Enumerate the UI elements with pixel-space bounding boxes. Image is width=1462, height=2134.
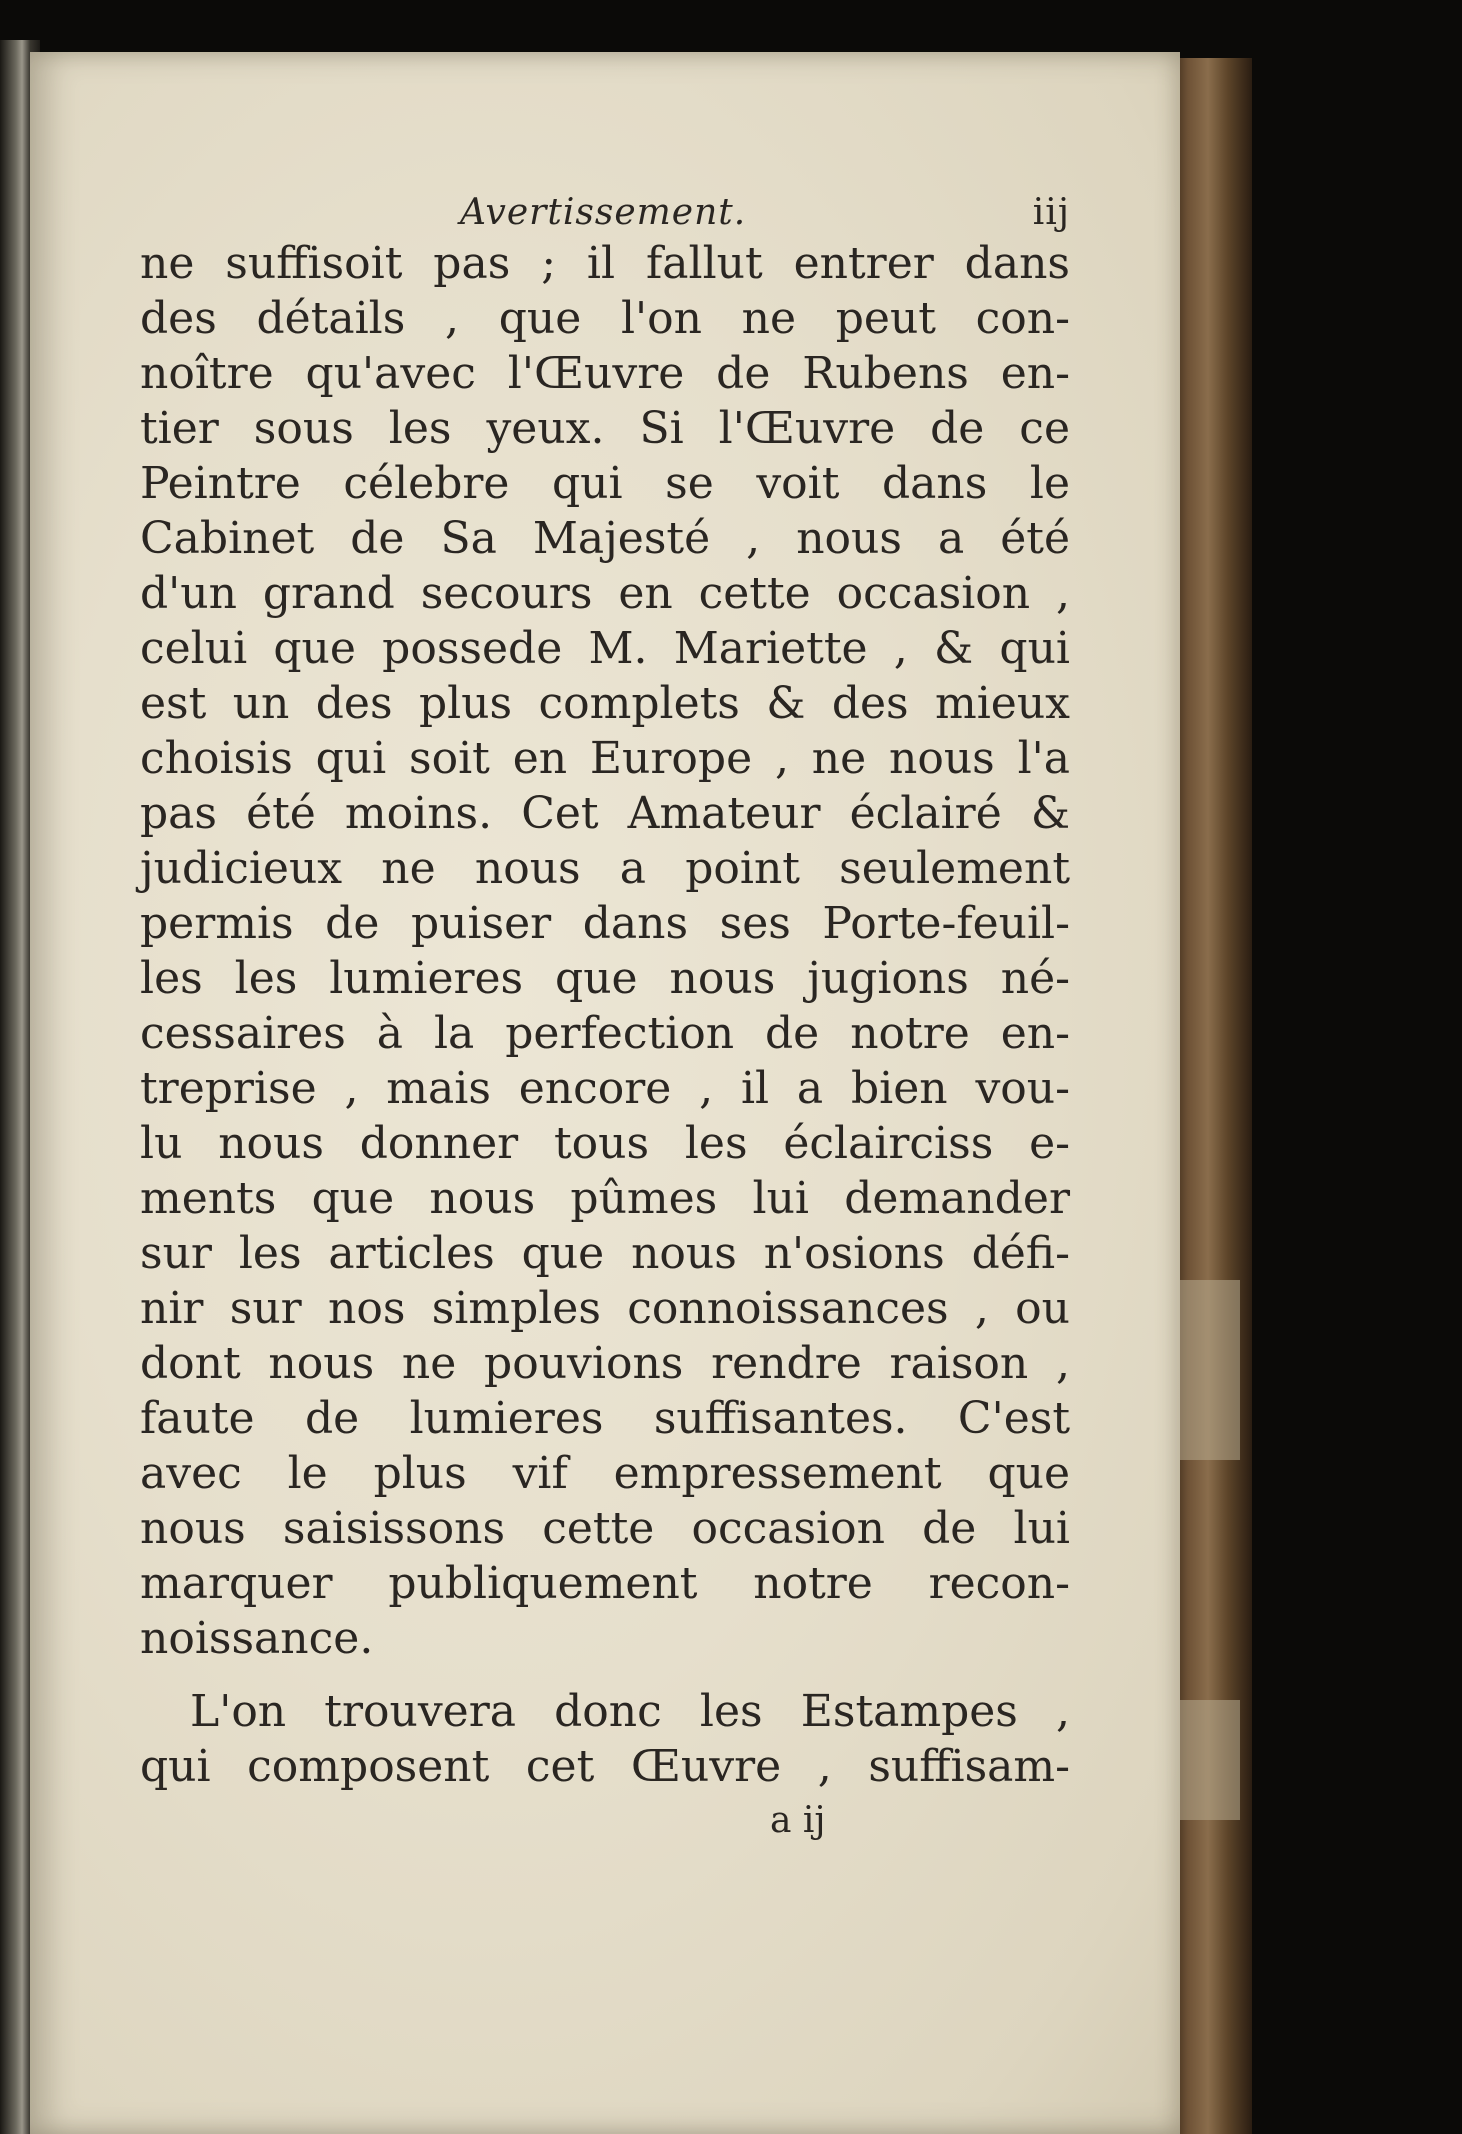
text-line: marquer publiquement notre recon- [140, 1558, 1070, 1609]
text-line: est un des plus complets & des mieux [140, 678, 1070, 729]
paragraph-1 [140, 236, 1070, 1666]
page-number: iij [1032, 192, 1070, 233]
text-line: celui que possede M. Mariette , & qui [140, 623, 1070, 674]
text-line: avec le plus vif empressement que [140, 1448, 1070, 1499]
text-line: L'on trouvera donc les Estampes , [190, 1686, 1070, 1737]
printed-page [30, 52, 1180, 2134]
text-line: qui composent cet Œuvre , suffisam- [140, 1741, 1070, 1792]
text-line: les les lumieres que nous jugions né- [140, 953, 1070, 1004]
text-line: ments que nous pûmes lui demander [140, 1173, 1070, 1224]
text-line: dont nous ne pouvions rendre raison , [140, 1338, 1070, 1389]
text-line: permis de puiser dans ses Porte-feuil- [140, 898, 1070, 949]
signature-mark: a ij [770, 1800, 826, 1841]
text-line: ne suffisoit pas ; il fallut entrer dans [140, 238, 1070, 289]
book-binding [1172, 58, 1252, 2134]
text-line: choisis qui soit en Europe , ne nous l'a [140, 733, 1070, 784]
worn-binding-fragment [1180, 1700, 1240, 1820]
text-line: nir sur nos simples connoissances , ou [140, 1283, 1070, 1334]
text-line: d'un grand secours en cette occasion , [140, 568, 1070, 619]
worn-binding-fragment [1180, 1280, 1240, 1460]
running-head [140, 192, 1070, 236]
text-line: Peintre célebre qui se voit dans le [140, 458, 1070, 509]
text-line: Cabinet de Sa Majesté , nous a été [140, 513, 1070, 564]
text-line: sur les articles que nous n'osions défi- [140, 1228, 1070, 1279]
text-line: judicieux ne nous a point seulement [140, 843, 1070, 894]
text-line: noissance. [140, 1613, 374, 1664]
paragraph-2 [140, 1684, 1070, 1794]
page-text [140, 192, 1070, 1846]
text-line: treprise , mais encore , il a bien vou- [140, 1063, 1070, 1114]
text-line: cessaires à la perfection de notre en- [140, 1008, 1070, 1059]
running-title: Avertissement. [460, 192, 747, 233]
text-line: noître qu'avec l'Œuvre de Rubens en- [140, 348, 1070, 399]
text-line: pas été moins. Cet Amateur éclairé & [140, 788, 1070, 839]
text-line: tier sous les yeux. Si l'Œuvre de ce [140, 403, 1070, 454]
text-line: lu nous donner tous les éclairciss e- [140, 1118, 1070, 1169]
paragraph-gap [140, 1666, 1070, 1684]
text-line: faute de lumieres suffisantes. C'est [140, 1393, 1070, 1444]
text-line: nous saisissons cette occasion de lui [140, 1503, 1070, 1554]
text-line: des détails , que l'on ne peut con- [140, 293, 1070, 344]
